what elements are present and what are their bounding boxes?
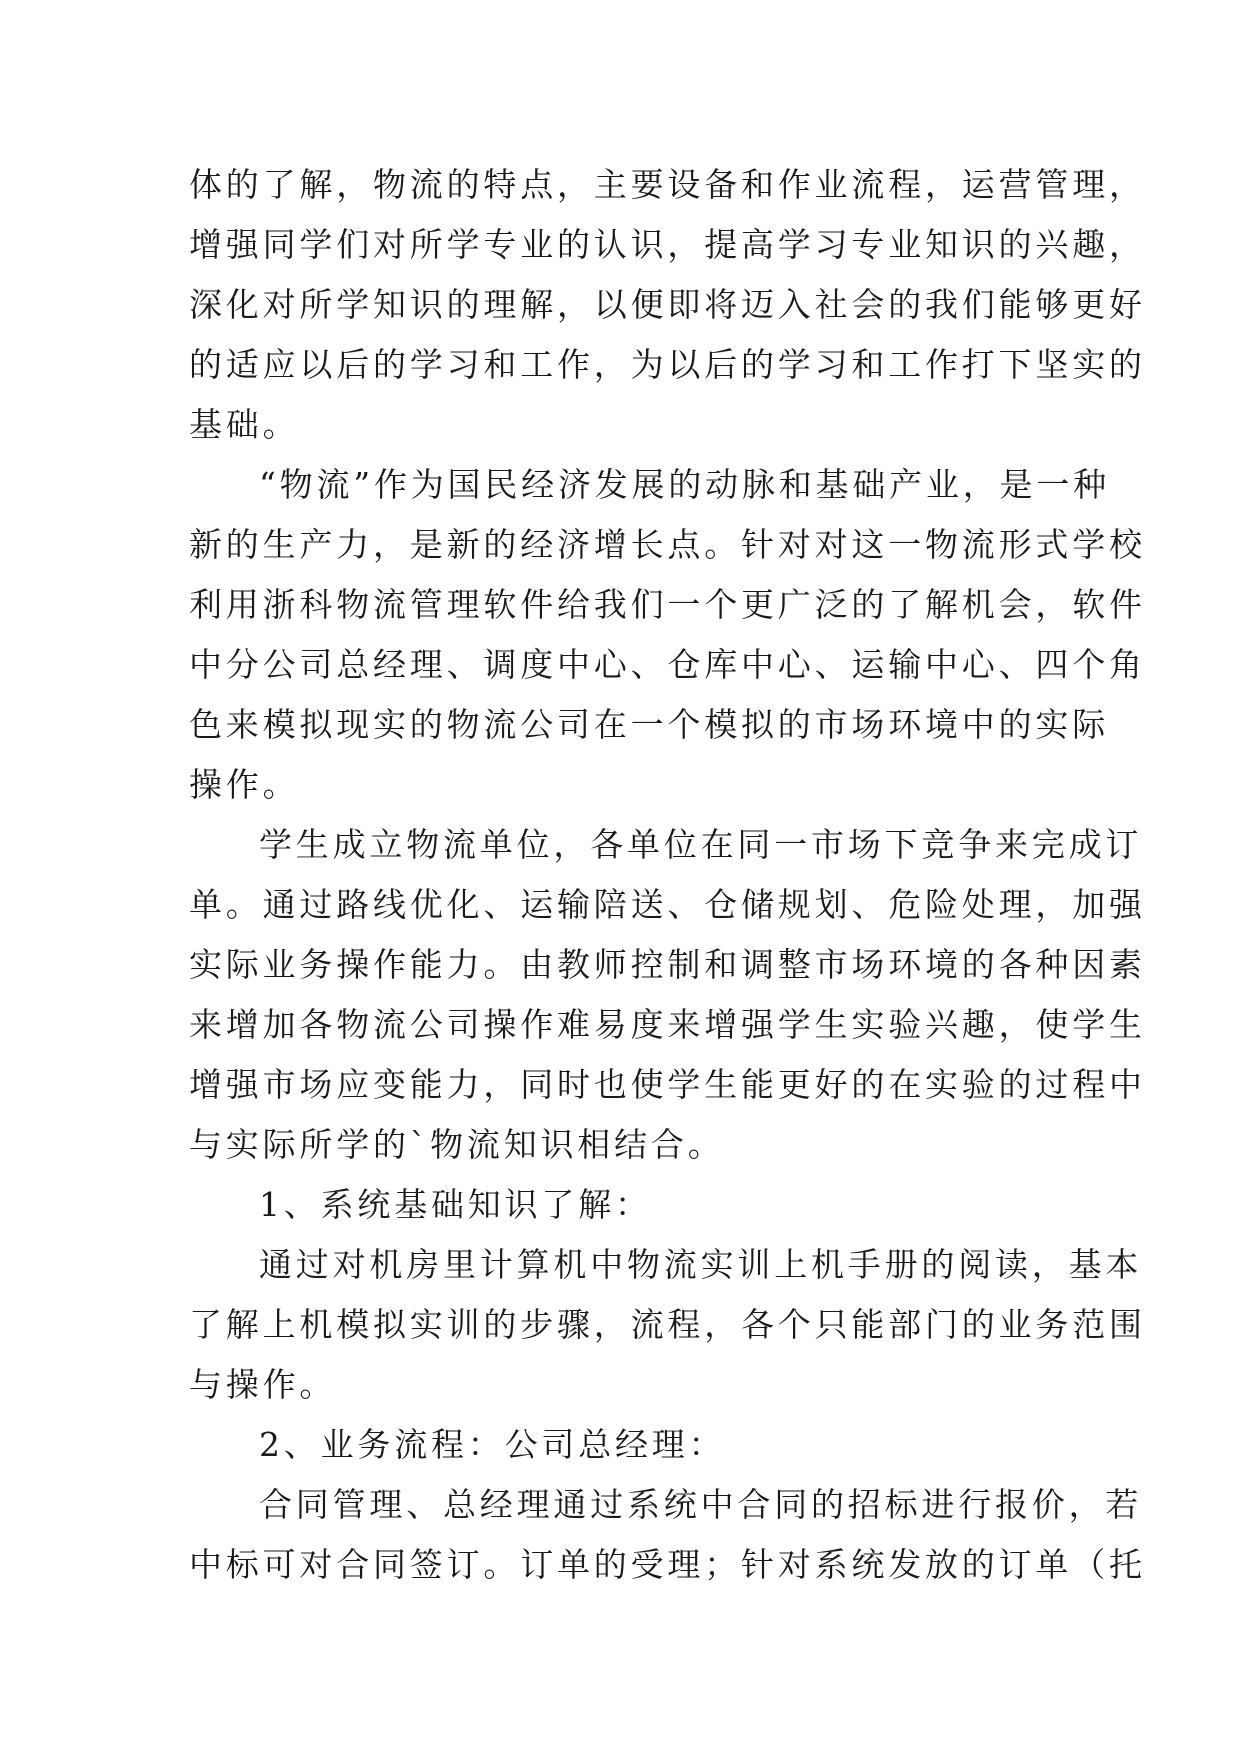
text-line: 来增加各物流公司操作难易度来增强学生实验兴趣，使学生 <box>189 1005 1146 1044</box>
text-line: 体的了解，物流的特点，主要设备和作业流程，运营管理， <box>189 165 1146 204</box>
section-heading-line: 1、系统基础知识了解： <box>259 1185 652 1224</box>
text-line: 的适应以后的学习和工作，为以后的学习和工作打下坚实的 <box>189 345 1146 384</box>
section-heading-line: 2、业务流程：公司总经理： <box>259 1425 726 1464</box>
text-line: 基础。 <box>189 405 300 444</box>
text-line: 增强市场应变能力，同时也使学生能更好的在实验的过程中 <box>189 1065 1146 1104</box>
text-line: 中分公司总经理、调度中心、仓库中心、运输中心、四个角 <box>189 645 1146 684</box>
text-line: 单。通过路线优化、运输陪送、仓储规划、危险处理，加强 <box>189 885 1146 924</box>
text-line: 色来模拟现实的物流公司在一个模拟的市场环境中的实际 <box>189 705 1109 744</box>
text-line: 中标可对合同签订。订单的受理；针对系统发放的订单（托 <box>189 1545 1146 1584</box>
text-line: 深化对所学知识的理解，以便即将迈入社会的我们能够更好 <box>189 285 1146 324</box>
text-line: 与操作。 <box>189 1365 337 1404</box>
paragraph-start-line: 合同管理、总经理通过系统中合同的招标进行报价，若 <box>259 1485 1143 1524</box>
paragraph-start-line: 通过对机房里计算机中物流实训上机手册的阅读，基本 <box>259 1245 1143 1284</box>
paragraph-start-line: 学生成立物流单位，各单位在同一市场下竞争来完成订 <box>259 825 1143 864</box>
text-line: 操作。 <box>189 765 300 804</box>
text-line: 实际业务操作能力。由教师控制和调整市场环境的各种因素 <box>189 945 1146 984</box>
text-line: 了解上机模拟实训的步骤，流程，各个只能部门的业务范围 <box>189 1305 1146 1344</box>
text-line: 新的生产力，是新的经济增长点。针对对这一物流形式学校 <box>189 525 1146 564</box>
text-line: 增强同学们对所学专业的认识，提高学习专业知识的兴趣， <box>189 225 1146 264</box>
text-line: 利用浙科物流管理软件给我们一个更广泛的了解机会，软件 <box>189 585 1146 624</box>
paragraph-start-line: “物流”作为国民经济发展的动脉和基础产业，是一种 <box>259 465 1110 504</box>
body-text <box>189 155 1146 1595</box>
text-line: 与实际所学的`物流知识相结合。 <box>189 1125 725 1164</box>
